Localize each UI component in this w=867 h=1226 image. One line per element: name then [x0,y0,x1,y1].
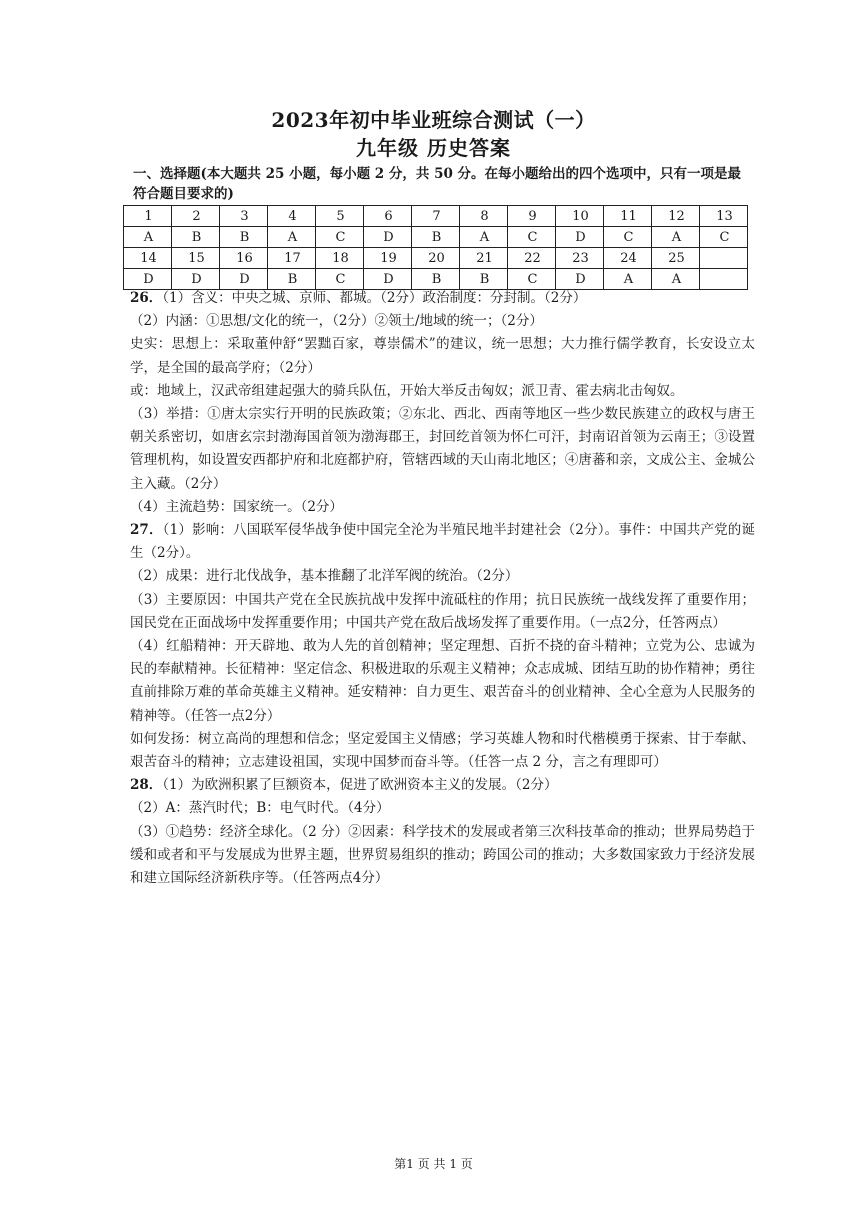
answer-paragraph: （3）①趋势：经济全球化。（2 分）②因素：科学技术的发展或者第三次科技革命的推动；世界局势趋于缓和或者和平与发展成为世界主题，世界贸易组织的推动；跨国公司的推动；大多数国家致力于经济发展和建立国际经济新秩序等。（任答两点4分） [130,823,755,887]
table-cell: C [316,269,364,290]
table-cell: B [412,227,460,248]
table-cell: D [556,227,604,248]
table-cell: 16 [220,248,268,269]
table-cell: 6 [364,206,412,227]
answer-key-table [123,205,748,290]
table-cell: 25 [652,248,700,269]
section-heading: 一、选择题(本大题共 25 小题，每小题 2 分，共 50 分。在每小题给出的四个选项中，只有一项是最符合题目要求的) [133,166,742,202]
table-cell: C [508,227,556,248]
table-cell: 11 [604,206,652,227]
table-cell: 13 [700,206,748,227]
table-cell: 10 [556,206,604,227]
table-cell: D [364,227,412,248]
table-cell: 18 [316,248,364,269]
table-cell: A [268,227,316,248]
table-cell: D [124,269,172,290]
table-cell: C [700,227,748,248]
table-cell: 12 [652,206,700,227]
table-cell: B [460,269,508,290]
table-cell: 14 [124,248,172,269]
table-cell: B [220,227,268,248]
table-cell: C [508,269,556,290]
table-cell: A [124,227,172,248]
table-cell: 22 [508,248,556,269]
answer-paragraph: 26．（1）含义：中央之城、京师、都城。（2分）政治制度：分封制。（2分） [130,290,587,306]
table-cell: 15 [172,248,220,269]
table-cell: A [460,227,508,248]
table-cell: 23 [556,248,604,269]
table-cell: C [316,227,364,248]
question-number: 26． [130,290,163,306]
table-cell: 17 [268,248,316,269]
table-cell: A [652,227,700,248]
answer-paragraph: （2）成果：进行北伐战争，基本推翻了北洋军阀的统治。（2分） [130,568,519,585]
question-number-row [124,248,748,269]
table-cell: 9 [508,206,556,227]
table-cell: 24 [604,248,652,269]
table-cell: A [604,269,652,290]
page-footer: 第1 页 共 1 页 [394,1157,473,1171]
table-cell: 1 [124,206,172,227]
question-number: 27． [130,522,163,539]
answer-paragraph: （4）红船精神：开天辟地、敢为人先的首创精神；坚定理想、百折不挠的奋斗精神；立党为公、忠诚为民的奉献精神。长征精神：坚定信念、积极进取的乐观主义精神；众志成城、团结互助的协作精神；勇往直前排除万难的革命英雄主义精神。延安精神：自力更生、艰苦奋斗的创业精神、全心全意为人民服务的精神等。（任答一点2分） [130,638,755,724]
table-cell: 20 [412,248,460,269]
table-cell: C [604,227,652,248]
table-cell: 19 [364,248,412,269]
answer-paragraph: 或：地域上，汉武帝组建起强大的骑兵队伍，开始大举反击匈奴；派卫青、霍去病北击匈奴。 [130,382,684,399]
page-subtitle: 九年级 历史答案 [356,136,511,160]
answer-paragraph: （3）主要原因：中国共产党在全民族抗战中发挥中流砥柱的作用；抗日民族统一战线发挥了重要作用；国民党在正面战场中发挥重要作用；中国共产党在敌后战场发挥了重要作用。（一点2分，任答两点） [130,591,755,631]
answer-body [130,287,755,890]
answer-paragraph: 27．（1）影响：八国联军侵华战争使中国完全沦为半殖民地半封建社会（2分）。事件：中国共产党的诞生（2分）。 [130,522,755,562]
table-cell: 3 [220,206,268,227]
table-cell: D [364,269,412,290]
answer-paragraph: （2）内涵：①思想/文化的统一，（2分）②领土/地域的统一；（2分） [130,313,543,330]
table-cell: 8 [460,206,508,227]
table-cell: D [556,269,604,290]
table-cell: D [172,269,220,290]
table-cell: B [172,227,220,248]
table-cell: 7 [412,206,460,227]
table-cell: 4 [268,206,316,227]
table-cell [700,248,748,269]
table-cell: 5 [316,206,364,227]
answer-row [124,227,748,248]
table-cell: A [652,269,700,290]
answer-paragraph: 史实：思想上：采取董仲舒“罢黜百家，尊崇儒术”的建议，统一思想；大力推行儒学教育，长安设立太学，是全国的最高学府；（2分） [130,336,755,376]
question-number: 28． [130,777,163,794]
answer-paragraph: （4）主流趋势：国家统一。（2分） [130,498,343,515]
table-cell: D [220,269,268,290]
table-cell: B [268,269,316,290]
answer-paragraph: （2）A：蒸汽时代；B：电气时代。（4分） [130,800,390,817]
answer-paragraph: （3）举措：①唐太宗实行开明的民族政策；②东北、西北、西南等地区一些少数民族建立的政权与唐王朝关系密切，如唐玄宗封渤海国首领为渤海郡王，封回纥首领为怀仁可汗，封南诏首领为云南王；③设置管理机构，如设置安西都护府和北庭都护府，管辖西域的天山南北地区；④唐蕃和亲，文成公主、金城公主入藏。（2分） [130,406,755,492]
table-cell: 2 [172,206,220,227]
answer-paragraph: 如何发扬：树立高尚的理想和信念；坚定爱国主义情感；学习英雄人物和时代楷模勇于探索、甘于奉献、艰苦奋斗的精神；立志建设祖国，实现中国梦而奋斗等。（任答一点 2 分，言之有理即可） [130,730,755,771]
table-cell: B [412,269,460,290]
table-cell: 21 [460,248,508,269]
page-title: 2023年初中毕业班综合测试（一） [271,108,596,132]
question-number-row [124,206,748,227]
answer-paragraph: 28．（1）为欧洲积累了巨额资本，促进了欧洲资本主义的发展。（2分） [130,777,558,794]
